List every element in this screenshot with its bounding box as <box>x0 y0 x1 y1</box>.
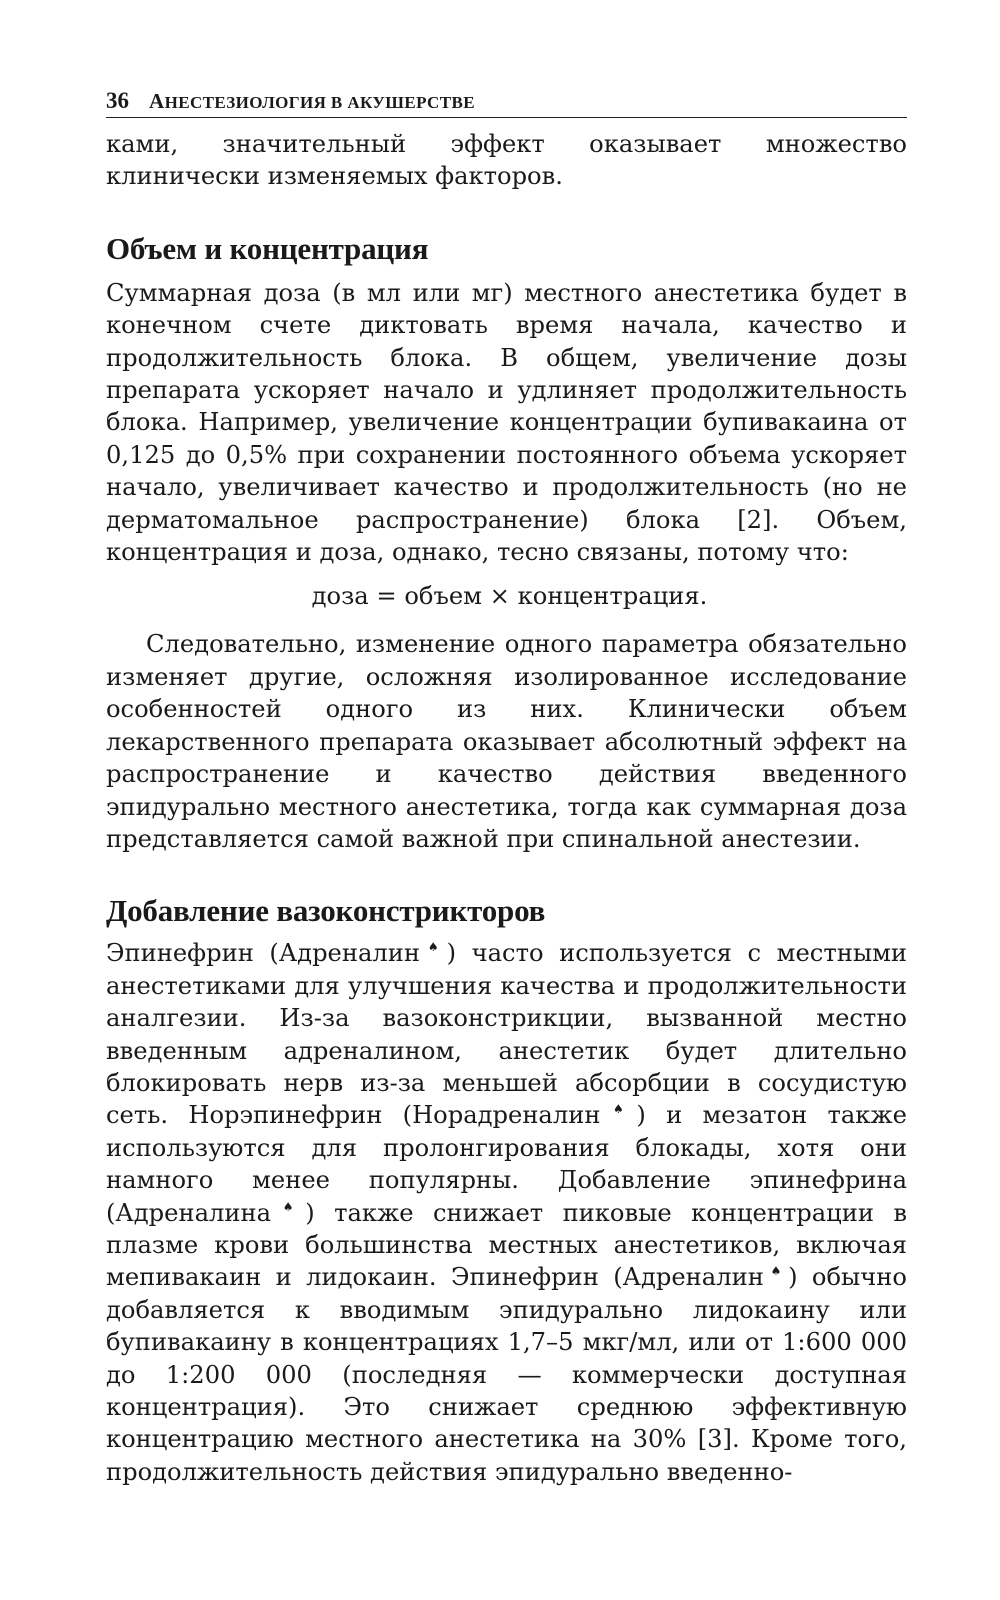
text-segment: ) обычно добавляется к вводимым эпидурально лидокаину или бупивакаину в концентрациях 1,7–5 мкг/мл, или от 1:600 000 до 1:200 000 (последняя — коммерчески доступная концентрация). Это снижает среднюю эффективную концентрацию местного анестетика на 30% [3]. Кроме того, продолжительность действия эпидурально введенно- <box>106 1263 907 1486</box>
running-title-initial: А <box>149 89 165 113</box>
registered-mark-icon: ♠ <box>420 940 447 955</box>
registered-mark-icon: ♠ <box>271 1199 306 1214</box>
registered-mark-icon: ♠ <box>763 1264 789 1279</box>
text-segment: Эпинефрин (Адреналин <box>106 939 421 968</box>
vasoconstrictors-paragraph <box>106 937 907 1488</box>
registered-mark-icon: ♠ <box>600 1102 637 1117</box>
volume-paragraph-1: Суммарная доза (в мл или мг) местного анестетика будет в конечном счете диктовать время начала, качество и продолжительность блока. В общем, увеличение дозы препарата ускоряет начало и удлиняет продолжительность блока. Например, увеличение концентрации бупивакаина от 0,125 до 0,5% при сохранении постоянного объема ускоряет начало, увеличивает качество и продолжительность (но не дерматомальное распространение) блока [2]. Объем, концентрация и доза, однако, тесно связаны, потому что: <box>106 278 907 567</box>
page-number: 36 <box>106 88 129 113</box>
text-segment: ) часто используется с местными анестетиками для улучшения качества и продолжительности аналгезии. Из-за вазоконстрикции, вызванной местно введенным адреналином, анестетик будет длительно блокировать нерв из-за меньшей абсорбции в сосудистую сеть. Норэпинефрин (Норадреналин <box>106 939 908 1130</box>
running-title-rest: НЕСТЕЗИОЛОГИЯ В АКУШЕРСТВЕ <box>164 93 475 112</box>
book-page <box>106 88 907 1488</box>
dose-formula: доза = объем × концентрация. <box>311 582 708 611</box>
running-header <box>106 88 907 118</box>
section-heading-volume: Объем и концентрация <box>106 230 429 266</box>
text-segment: ) также снижает пиковые концентрации в плазме крови большинства местных анестетиков, включая мепивакаин и лидокаин. Эпинефрин (Адреналин <box>106 1198 907 1292</box>
running-title <box>149 89 475 114</box>
section-heading-vasoconstrictors: Добавление вазоконстрикторов <box>106 893 546 929</box>
text-segment: ) и мезатон также используются для пролонгирования блокады, хотя они намного менее популярны. Добавление эпинефрина (Адреналина <box>106 1101 907 1227</box>
intro-paragraph: ками, значительный эффект оказывает множество клинически изменяемых факторов. <box>106 130 907 191</box>
volume-paragraph-2: Следовательно, изменение одного параметра обязательно изменяет другие, осложняя изолированное исследование особенностей одного из них. Клинически объем лекарственного препарата оказывает абсолютный эффект на распространение и качество действия введенного эпидурально местного анестетика, тогда как суммарная доза представляется самой важной при спинальной анестезии. <box>106 630 907 853</box>
